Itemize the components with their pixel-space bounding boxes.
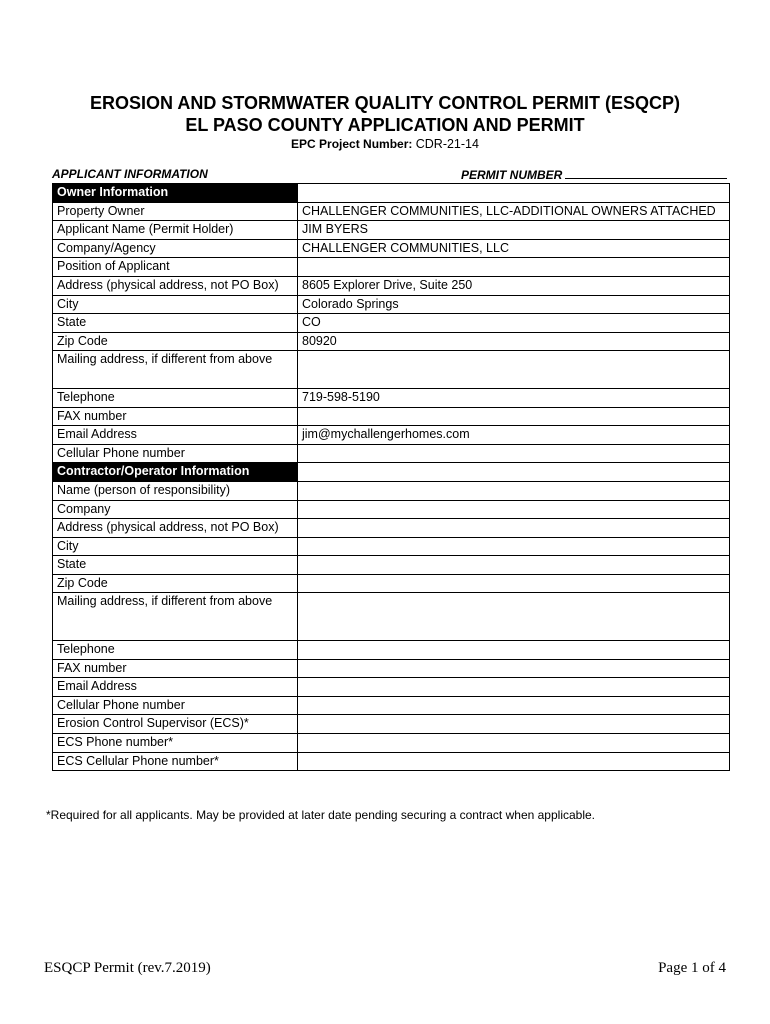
row-label: FAX number (53, 407, 298, 426)
row-value[interactable] (298, 734, 730, 753)
row-label: FAX number (53, 659, 298, 678)
row-value[interactable]: 80920 (298, 332, 730, 351)
row-label: State (53, 314, 298, 333)
row-label: Erosion Control Supervisor (ECS)* (53, 715, 298, 734)
row-label: Email Address (53, 678, 298, 697)
row-label: Cellular Phone number (53, 696, 298, 715)
row-value[interactable] (298, 351, 730, 389)
table-row (53, 659, 730, 678)
table-row (53, 295, 730, 314)
form-title-line2: EL PASO COUNTY APPLICATION AND PERMIT (185, 115, 585, 135)
table-row (53, 351, 730, 389)
project-number-field[interactable]: CDR-21-14 (415, 137, 479, 151)
row-value[interactable] (298, 258, 730, 277)
row-value[interactable] (298, 481, 730, 500)
table-row (53, 388, 730, 407)
table-row (53, 332, 730, 351)
row-label: Telephone (53, 641, 298, 660)
table-row (53, 678, 730, 697)
table-row (53, 752, 730, 771)
table-row (53, 537, 730, 556)
table-row (53, 426, 730, 445)
table-row (53, 519, 730, 538)
row-value[interactable]: CHALLENGER COMMUNITIES, LLC (298, 239, 730, 258)
row-value (298, 184, 730, 203)
row-value[interactable] (298, 519, 730, 538)
row-value[interactable]: CO (298, 314, 730, 333)
row-value[interactable]: CHALLENGER COMMUNITIES, LLC-ADDITIONAL OWNERS ATTACHED (298, 202, 730, 221)
permit-number-field[interactable] (565, 167, 727, 179)
table-row (53, 641, 730, 660)
table-row (53, 593, 730, 641)
row-label: Mailing address, if different from above (53, 593, 298, 641)
table-row (53, 500, 730, 519)
row-label: Address (physical address, not PO Box) (53, 276, 298, 295)
row-label: City (53, 295, 298, 314)
row-label: Address (physical address, not PO Box) (53, 519, 298, 538)
form-title-line1: EROSION AND STORMWATER QUALITY CONTROL PERMIT (ESQCP) (89, 93, 681, 113)
table-row (53, 574, 730, 593)
table-row (53, 556, 730, 575)
row-value[interactable] (298, 752, 730, 771)
row-value[interactable]: JIM BYERS (298, 221, 730, 240)
row-label: Zip Code (53, 574, 298, 593)
table-row (53, 481, 730, 500)
row-value[interactable] (298, 715, 730, 734)
footer-page-number: Page 1 of 4 (658, 960, 726, 976)
row-label: Mailing address, if different from above (53, 351, 298, 389)
table-row (53, 715, 730, 734)
row-label: Cellular Phone number (53, 444, 298, 463)
row-label: ECS Phone number* (53, 734, 298, 753)
row-label: Applicant Name (Permit Holder) (53, 221, 298, 240)
table-row (53, 696, 730, 715)
row-label: Email Address (53, 426, 298, 445)
row-value[interactable] (298, 696, 730, 715)
row-value[interactable] (298, 556, 730, 575)
row-value[interactable] (298, 407, 730, 426)
row-value[interactable] (298, 641, 730, 660)
row-value[interactable]: 719-598-5190 (298, 388, 730, 407)
row-value[interactable]: 8605 Explorer Drive, Suite 250 (298, 276, 730, 295)
row-value[interactable]: jim@mychallengerhomes.com (298, 426, 730, 445)
section-header-owner (53, 184, 730, 203)
row-value[interactable]: Colorado Springs (298, 295, 730, 314)
table-row (53, 221, 730, 240)
project-number-label: EPC Project Number: (291, 137, 413, 151)
row-label: Owner Information (53, 184, 298, 203)
table-row (53, 314, 730, 333)
project-number (0, 137, 770, 151)
row-value[interactable] (298, 537, 730, 556)
row-label: Company (53, 500, 298, 519)
row-value[interactable] (298, 659, 730, 678)
row-label: Contractor/Operator Information (53, 463, 298, 482)
permit-number-label: PERMIT NUMBER (461, 168, 563, 182)
row-label: Telephone (53, 388, 298, 407)
permit-number-heading (461, 167, 727, 182)
row-label: Property Owner (53, 202, 298, 221)
row-label: Position of Applicant (53, 258, 298, 277)
table-row (53, 202, 730, 221)
table-row (53, 734, 730, 753)
row-label: ECS Cellular Phone number* (53, 752, 298, 771)
row-label: Company/Agency (53, 239, 298, 258)
row-label: Name (person of responsibility) (53, 481, 298, 500)
row-label: State (53, 556, 298, 575)
footer-form-revision: ESQCP Permit (rev.7.2019) (44, 960, 211, 976)
required-footnote: *Required for all applicants. May be provided at later date pending securing a contract when applicable. (46, 808, 595, 822)
row-value[interactable] (298, 593, 730, 641)
application-form-table (52, 183, 730, 771)
row-label: City (53, 537, 298, 556)
table-row (53, 444, 730, 463)
row-value (298, 463, 730, 482)
row-value[interactable] (298, 574, 730, 593)
applicant-info-heading: APPLICANT INFORMATION (52, 167, 208, 181)
table-row (53, 258, 730, 277)
table-row (53, 407, 730, 426)
section-header-contractor (53, 463, 730, 482)
table-row (53, 276, 730, 295)
table-row (53, 239, 730, 258)
row-label: Zip Code (53, 332, 298, 351)
row-value[interactable] (298, 500, 730, 519)
row-value[interactable] (298, 678, 730, 697)
row-value[interactable] (298, 444, 730, 463)
